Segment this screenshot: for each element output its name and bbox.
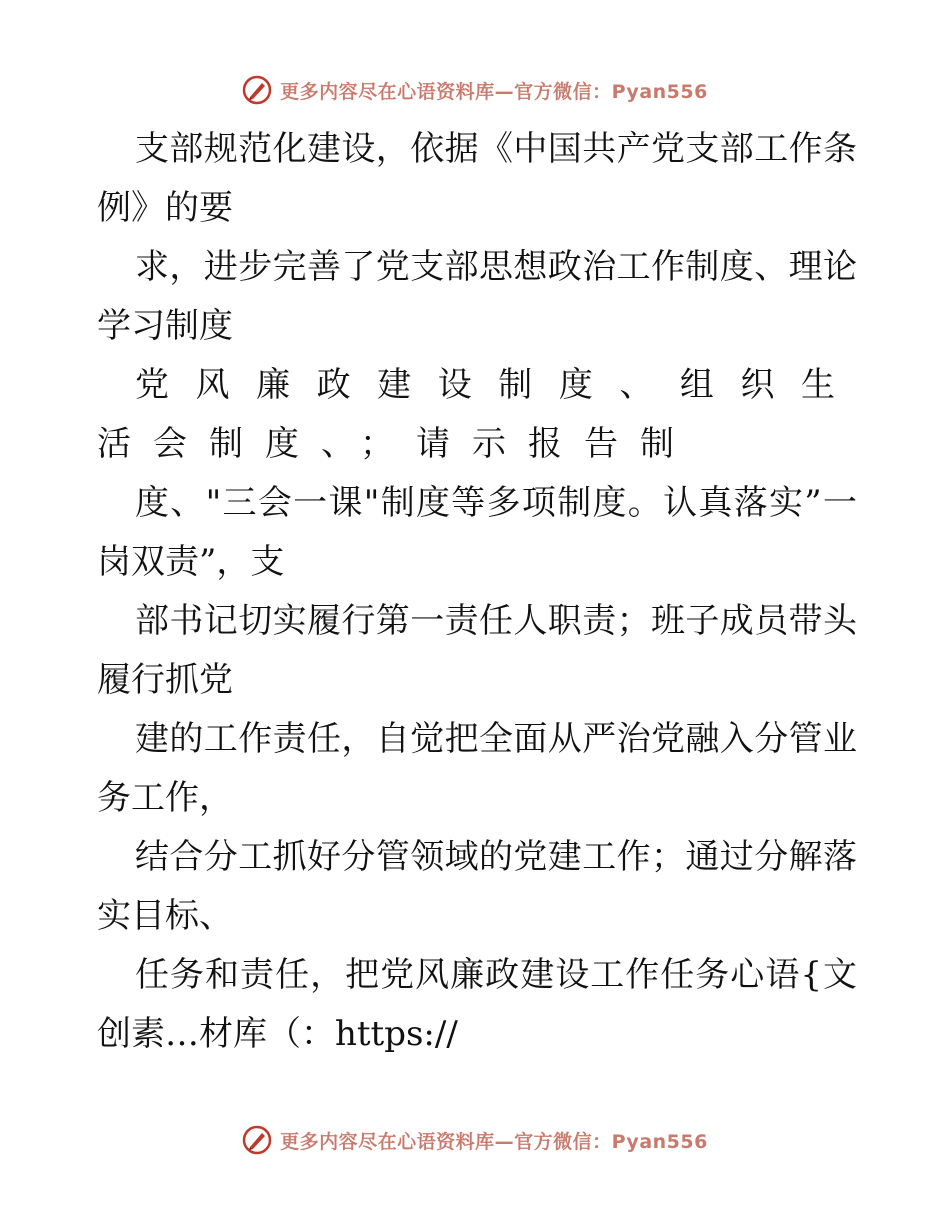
document-body: [97, 120, 857, 1064]
header-watermark: [0, 70, 950, 110]
paragraph-3: 党风廉政建设制度、组织生活会制度、；请示报告制: [97, 365, 857, 464]
pen-logo-icon: [242, 1125, 272, 1155]
paragraph-5: 部书记切实履行第一责任人职责；班子成员带头履行抓党: [97, 601, 857, 700]
footer-watermark: [0, 1120, 950, 1160]
paragraph-1: 支部规范化建设，依据《中国共产党支部工作条例》的要: [97, 129, 857, 228]
watermark-text: 更多内容尽在心语资料库—官方微信：Pyan556: [280, 80, 708, 103]
paragraph-4: 度、"三会一课"制度等多项制度。认真落实”一岗双责”，支: [97, 483, 857, 582]
paragraph-2: 求，进步完善了党支部思想政治工作制度、理论学习制度: [97, 247, 857, 346]
watermark-text: 更多内容尽在心语资料库—官方微信：Pyan556: [280, 1130, 708, 1153]
paragraph-8: 任务和责任，把党风廉政建设工作任务心语{文创素…材库（：https://: [97, 955, 857, 1054]
paragraph-6: 建的工作责任，自觉把全面从严治党融入分管业务工作，: [97, 719, 857, 818]
pen-logo-icon: [242, 75, 272, 105]
paragraph-7: 结合分工抓好分管领域的党建工作；通过分解落实目标、: [97, 837, 857, 936]
